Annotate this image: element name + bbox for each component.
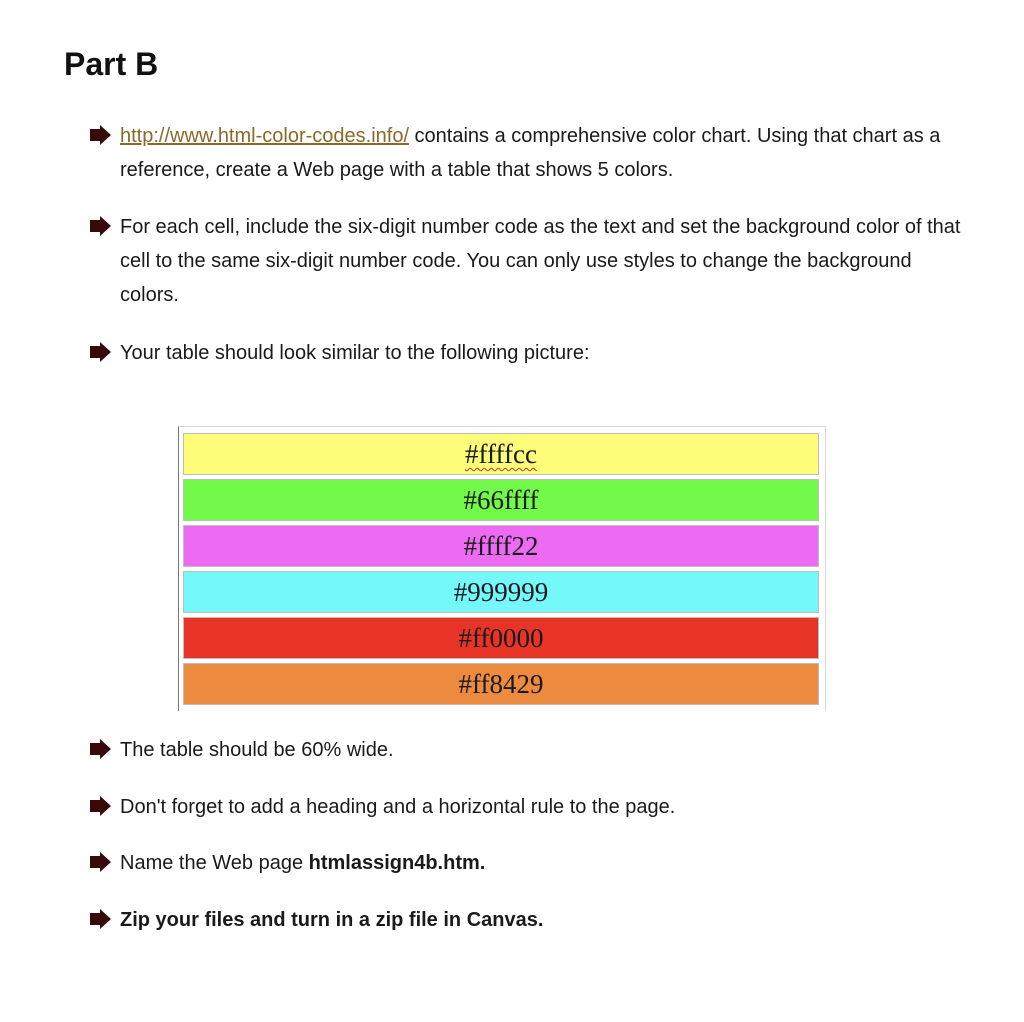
color-row — [183, 433, 819, 475]
arrow-bullet-icon — [88, 909, 112, 929]
bullet-text: Name the Web page — [120, 852, 309, 874]
bullet-item-cell-instructions — [88, 210, 968, 312]
color-row-label: #66ffff — [463, 485, 539, 515]
bullet-item-zip — [88, 903, 968, 937]
color-row — [183, 617, 819, 659]
bullet-text: The table should be 60% wide. — [120, 739, 394, 761]
arrow-bullet-icon — [88, 216, 112, 236]
page-heading: Part B — [64, 46, 159, 82]
bullet-bold-filename: htmlassign4b.htm. — [308, 852, 486, 874]
arrow-bullet-icon — [88, 796, 112, 816]
arrow-bullet-icon — [88, 852, 112, 872]
bullet-text: Your table should look similar to the following picture: — [120, 342, 590, 364]
color-row-label: #ff0000 — [458, 623, 544, 653]
bullet-item-heading-rule — [88, 790, 968, 824]
bullet-bold-text: Zip your files and turn in a zip file in Canvas. — [120, 909, 544, 931]
color-codes-link[interactable]: http://www.html-color-codes.info/ — [120, 125, 409, 147]
color-row — [183, 479, 819, 521]
bullet-item-color-chart — [88, 119, 968, 187]
color-row-label: #ffff22 — [463, 531, 539, 561]
bullet-item-page-name — [88, 846, 968, 880]
color-row-label: #999999 — [453, 577, 549, 607]
arrow-bullet-icon — [88, 342, 112, 362]
bullet-text: Don't forget to add a heading and a horizontal rule to the page. — [120, 796, 676, 818]
arrow-bullet-icon — [88, 739, 112, 759]
bullet-text: For each cell, include the six-digit number code as the text and set the background color of that cell to the same six-digit number code. You can only use styles to change the background colors. — [120, 216, 961, 306]
color-row — [183, 663, 819, 705]
color-table — [178, 426, 826, 711]
bullet-item-table-picture — [88, 336, 968, 370]
bullet-item-table-width — [88, 733, 968, 767]
bullet-text: contains a comprehensive color chart. Using that chart as a reference, create a Web page with a table that shows 5 colors. — [120, 125, 941, 181]
color-row-label: #ffffcc — [465, 439, 537, 469]
color-row-label: #ff8429 — [458, 669, 544, 699]
color-row — [183, 571, 819, 613]
color-row — [183, 525, 819, 567]
arrow-bullet-icon — [88, 125, 112, 145]
